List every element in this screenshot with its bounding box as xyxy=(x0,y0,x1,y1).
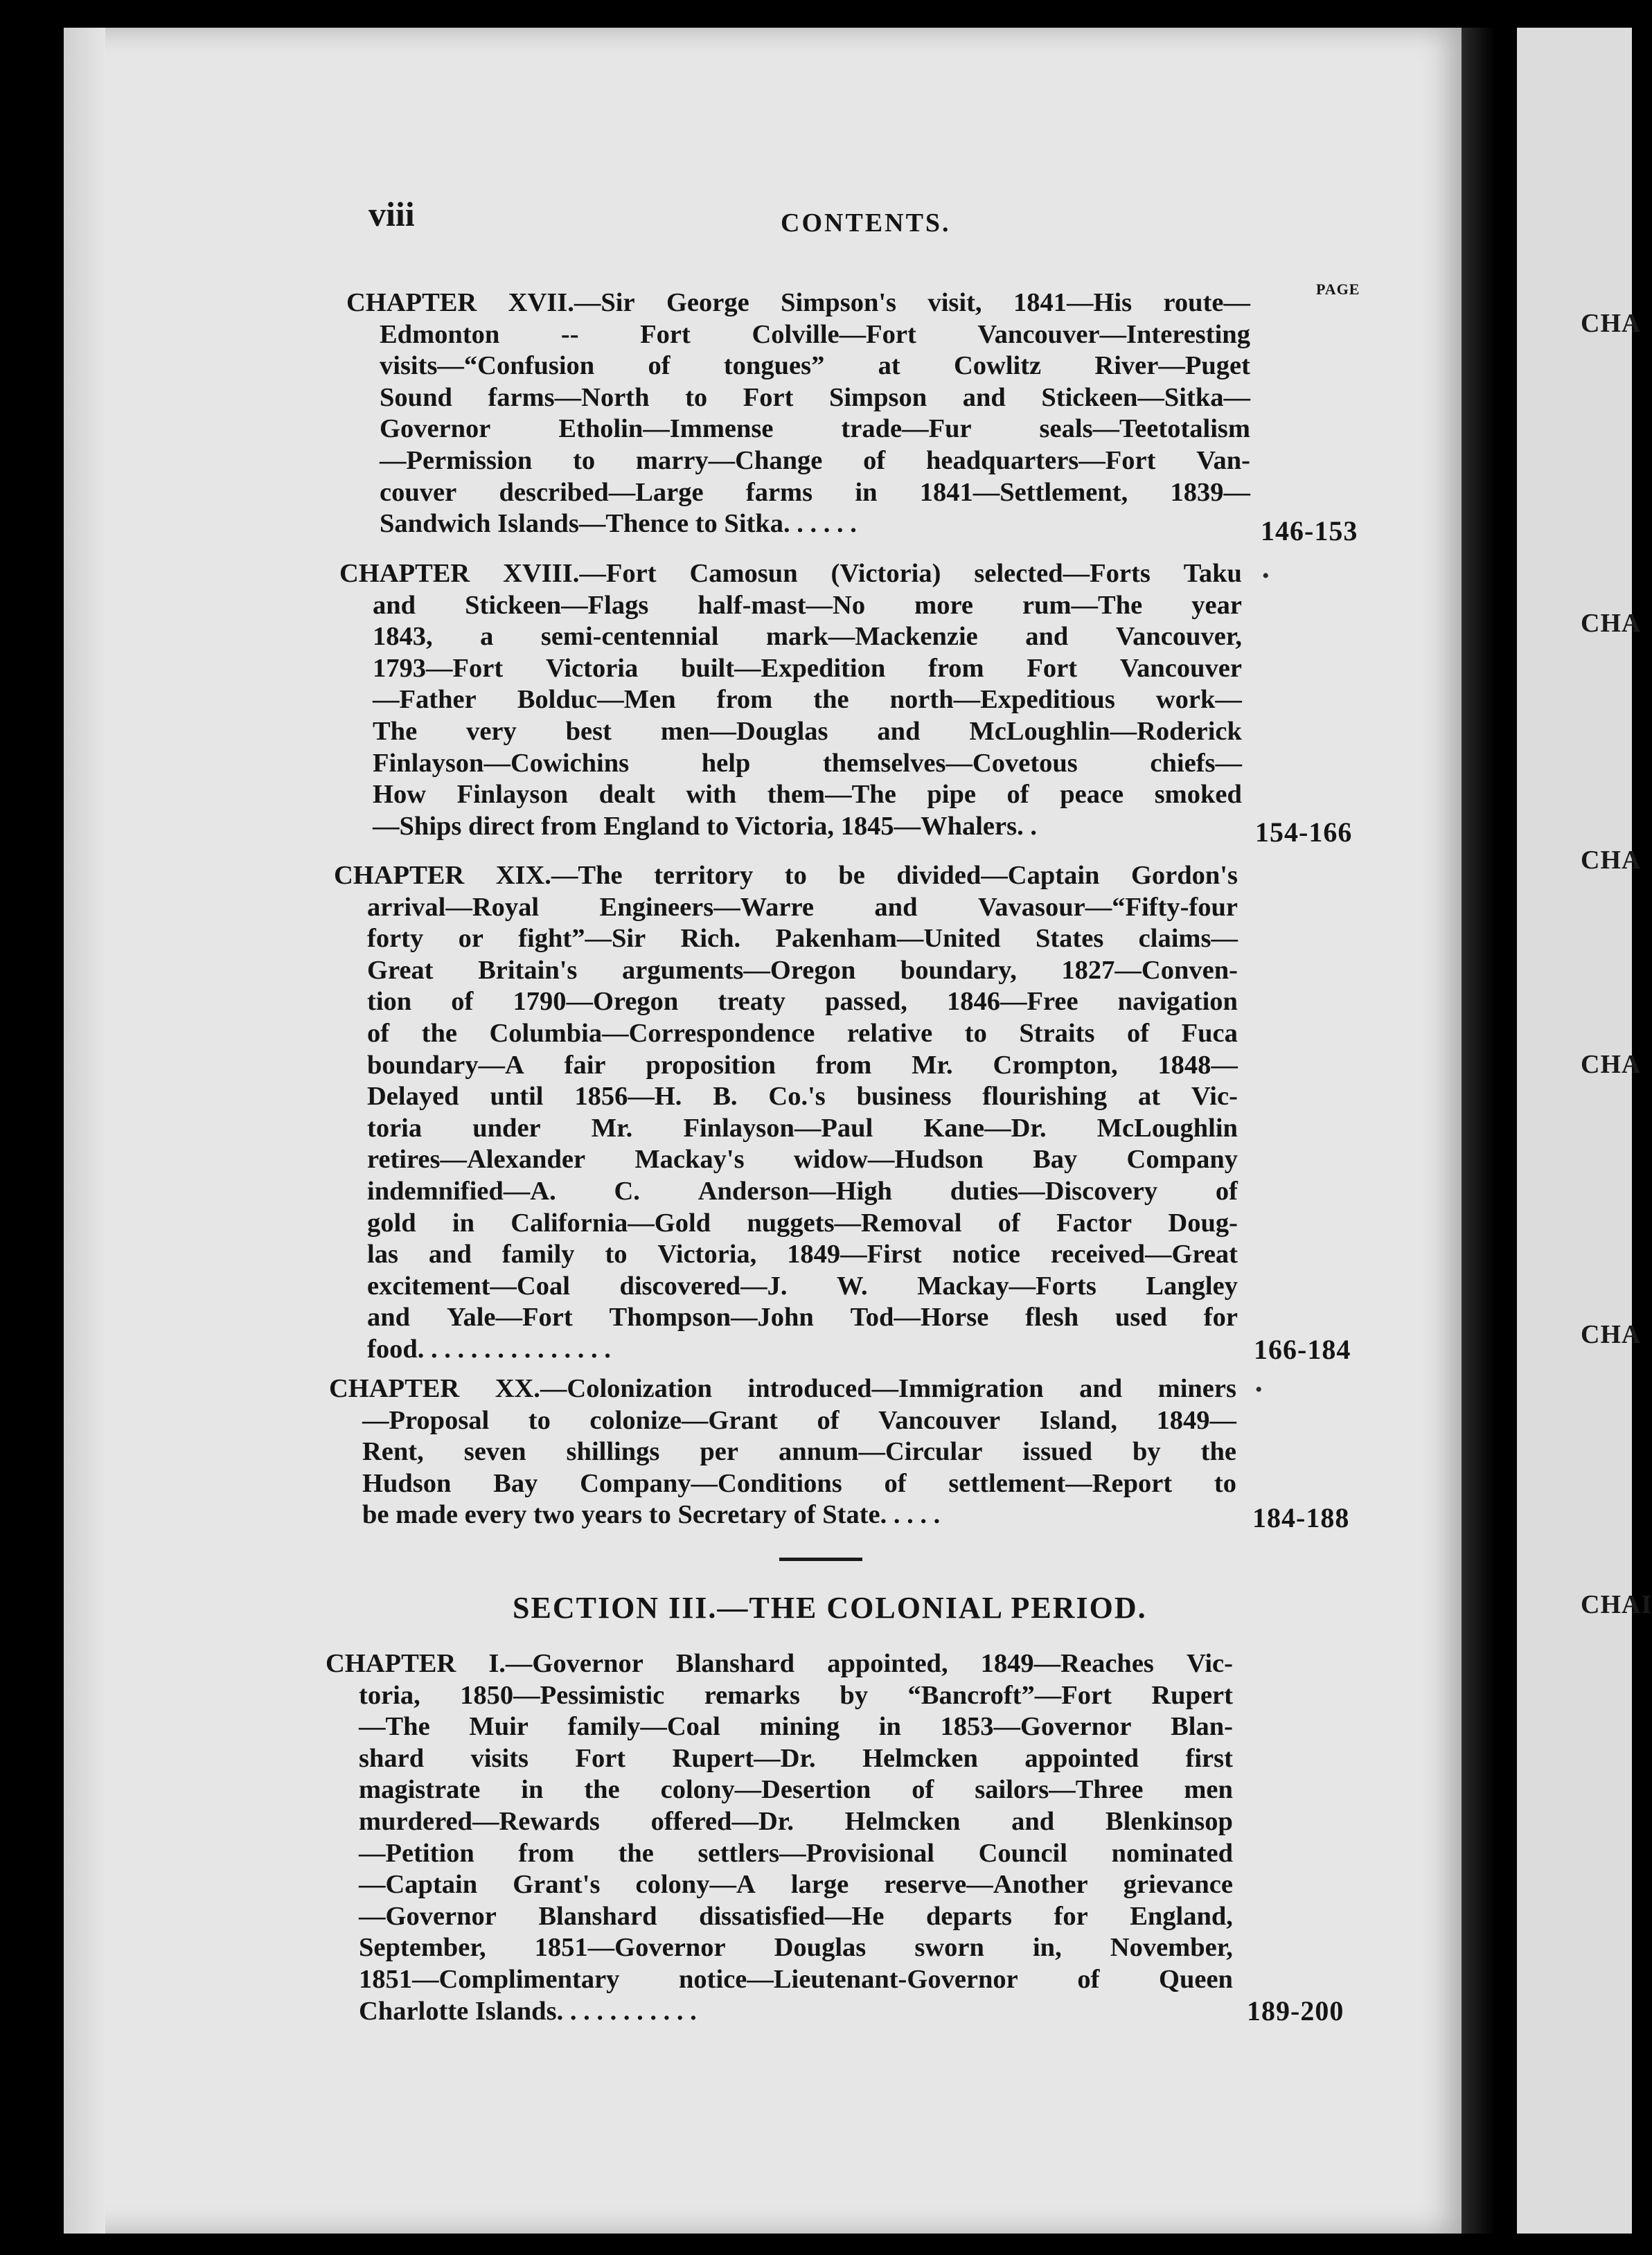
entry-line: and Yale—Fort Thompson—John Tod—Horse flesh used for xyxy=(367,1303,1238,1332)
folio-number: viii xyxy=(368,195,415,233)
right-page-fragment: CHA xyxy=(1581,309,1642,338)
section-divider xyxy=(779,1558,862,1561)
chapter-xvii-entry xyxy=(346,287,1250,540)
entry-line: —Proposal to colonize—Grant of Vancouver Island, 1849— xyxy=(362,1405,1236,1435)
chapter-i-pages: 189-200 xyxy=(1247,1995,1344,2026)
entry-line: Rent, seven shillings per annum—Circular issued by the xyxy=(362,1437,1236,1467)
entry-line: magistrate in the colony—Desertion of sailors—Three men xyxy=(359,1775,1233,1805)
chapter-xix-pages: 166-184 xyxy=(1254,1334,1351,1365)
entry-line: —Governor Blanshard dissatisfied—He departs for England, xyxy=(359,1901,1233,1931)
print-speck: • xyxy=(1262,564,1270,587)
entry-line: excitement—Coal discovered—J. W. Mackay—Forts Langley xyxy=(367,1271,1238,1301)
entry-line: murdered—Rewards offered—Dr. Helmcken and Blenkinsop xyxy=(359,1806,1233,1836)
entry-line: Governor Etholin—Immense trade—Fur seals—Teetotalism xyxy=(380,414,1250,444)
entry-line: retires—Alexander Mackay's widow—Hudson Bay Company xyxy=(367,1145,1238,1175)
entry-line: Charlotte Islands. . . . . . . . . . . xyxy=(359,1996,697,2026)
entry-line: gold in California—Gold nuggets—Removal of Factor Doug- xyxy=(367,1208,1238,1238)
entry-line: Great Britain's arguments—Oregon boundary, 1827—Conven- xyxy=(367,955,1238,985)
entry-line: September, 1851—Governor Douglas sworn in, November, xyxy=(359,1933,1233,1963)
chapter-xx-pages: 184-188 xyxy=(1252,1502,1350,1533)
right-page xyxy=(1517,28,1632,2234)
entry-line: —Ships direct from England to Victoria, 1845—Whalers. . xyxy=(373,811,1037,841)
entry-line: toria under Mr. Finlayson—Paul Kane—Dr. McLoughlin xyxy=(367,1113,1238,1143)
entry-line: The very best men—Douglas and McLoughlin—Roderick xyxy=(373,716,1242,746)
entry-line: —Permission to marry—Change of headquarters—Fort Van- xyxy=(380,445,1250,475)
entry-line: CHAPTER XVIII.—Fort Camosun (Victoria) selected—Forts Taku xyxy=(339,559,1242,588)
page-edge xyxy=(64,28,105,2234)
entry-line: of the Columbia—Correspondence relative to Straits of Fuca xyxy=(367,1018,1238,1048)
page-column-label: PAGE xyxy=(1316,280,1360,298)
entry-line: visits—“Confusion of tongues” at Cowlitz River—Puget xyxy=(380,351,1250,381)
entry-line: —Captain Grant's colony—A large reserve—Another grievance xyxy=(359,1870,1233,1900)
entry-line: tion of 1790—Oregon treaty passed, 1846—Free navigation xyxy=(367,987,1238,1017)
entry-line: Finlayson—Cowichins help themselves—Covetous chiefs— xyxy=(373,748,1242,778)
entry-line: Edmonton -- Fort Colville—Fort Vancouver—Interesting xyxy=(380,319,1250,349)
chapter-i-entry xyxy=(326,1648,1233,2027)
book-gutter xyxy=(1462,28,1517,2234)
entry-line: —Petition from the settlers—Provisional Council nominated xyxy=(359,1838,1233,1868)
right-page-fragment: CHAI xyxy=(1581,1590,1652,1619)
entry-line: Hudson Bay Company—Conditions of settlement—Report to xyxy=(362,1468,1236,1498)
entry-line: 1793—Fort Victoria built—Expedition from Fort Vancouver xyxy=(373,653,1242,683)
chapter-xx-entry xyxy=(329,1373,1236,1531)
entry-line: 1851—Complimentary notice—Lieutenant-Governor of Queen xyxy=(359,1964,1233,1994)
entry-line: CHAPTER XVII.—Sir George Simpson's visit, 1841—His route— xyxy=(346,288,1250,317)
entry-line: be made every two years to Secretary of State. . . . . xyxy=(362,1500,941,1530)
entry-line: CHAPTER XX.—Colonization introduced—Immigration and miners xyxy=(329,1374,1236,1403)
print-speck: • xyxy=(1255,1378,1263,1401)
right-page-fragment: CHA xyxy=(1581,846,1642,875)
entry-line: CHAPTER I.—Governor Blanshard appointed, 1849—Reaches Vic- xyxy=(326,1649,1233,1678)
chapter-xix-entry xyxy=(334,860,1238,1366)
entry-line: —Father Bolduc—Men from the north—Expeditious work— xyxy=(373,685,1242,715)
entry-line: food. . . . . . . . . . . . . . . xyxy=(367,1334,611,1364)
entry-line: indemnified—A. C. Anderson—High duties—Discovery of xyxy=(367,1176,1238,1206)
entry-line: Delayed until 1856—H. B. Co.'s business flourishing at Vic- xyxy=(367,1082,1238,1112)
entry-line: 1843, a semi-centennial mark—Mackenzie and Vancouver, xyxy=(373,622,1242,652)
chapter-xvii-pages: 146-153 xyxy=(1261,515,1358,546)
entry-line: las and family to Victoria, 1849—First notice received—Great xyxy=(367,1240,1238,1269)
chapter-xviii-entry xyxy=(339,558,1242,842)
entry-line: CHAPTER XIX.—The territory to be divided—Captain Gordon's xyxy=(334,861,1238,890)
entry-line: boundary—A fair proposition from Mr. Crompton, 1848— xyxy=(367,1050,1238,1080)
entry-line: arrival—Royal Engineers—Warre and Vavasour—“Fifty-four xyxy=(367,892,1238,922)
entry-line: forty or fight”—Sir Rich. Pakenham—United States claims— xyxy=(367,924,1238,954)
entry-line: shard visits Fort Rupert—Dr. Helmcken appointed first xyxy=(359,1743,1233,1773)
entry-line: and Stickeen—Flags half-mast—No more rum—The year xyxy=(373,590,1242,620)
entry-line: —The Muir family—Coal mining in 1853—Governor Blan- xyxy=(359,1712,1233,1742)
right-page-fragment: CHA xyxy=(1581,609,1642,638)
chapter-xviii-pages: 154-166 xyxy=(1255,817,1353,848)
entry-line: Sound farms—North to Fort Simpson and Stickeen—Sitka— xyxy=(380,382,1250,412)
entry-line: Sandwich Islands—Thence to Sitka. . . . . . xyxy=(380,509,857,539)
running-head: CONTENTS. xyxy=(781,208,951,238)
right-page-fragment: CHA xyxy=(1581,1050,1642,1079)
section-title: SECTION III.—THE COLONIAL PERIOD. xyxy=(513,1591,1147,1625)
entry-line: couver described—Large farms in 1841—Settlement, 1839— xyxy=(380,477,1250,507)
entry-line: toria, 1850—Pessimistic remarks by “Bancroft”—Fort Rupert xyxy=(359,1680,1233,1710)
entry-line: How Finlayson dealt with them—The pipe of peace smoked xyxy=(373,780,1242,810)
right-page-fragment: CHA xyxy=(1581,1320,1642,1349)
